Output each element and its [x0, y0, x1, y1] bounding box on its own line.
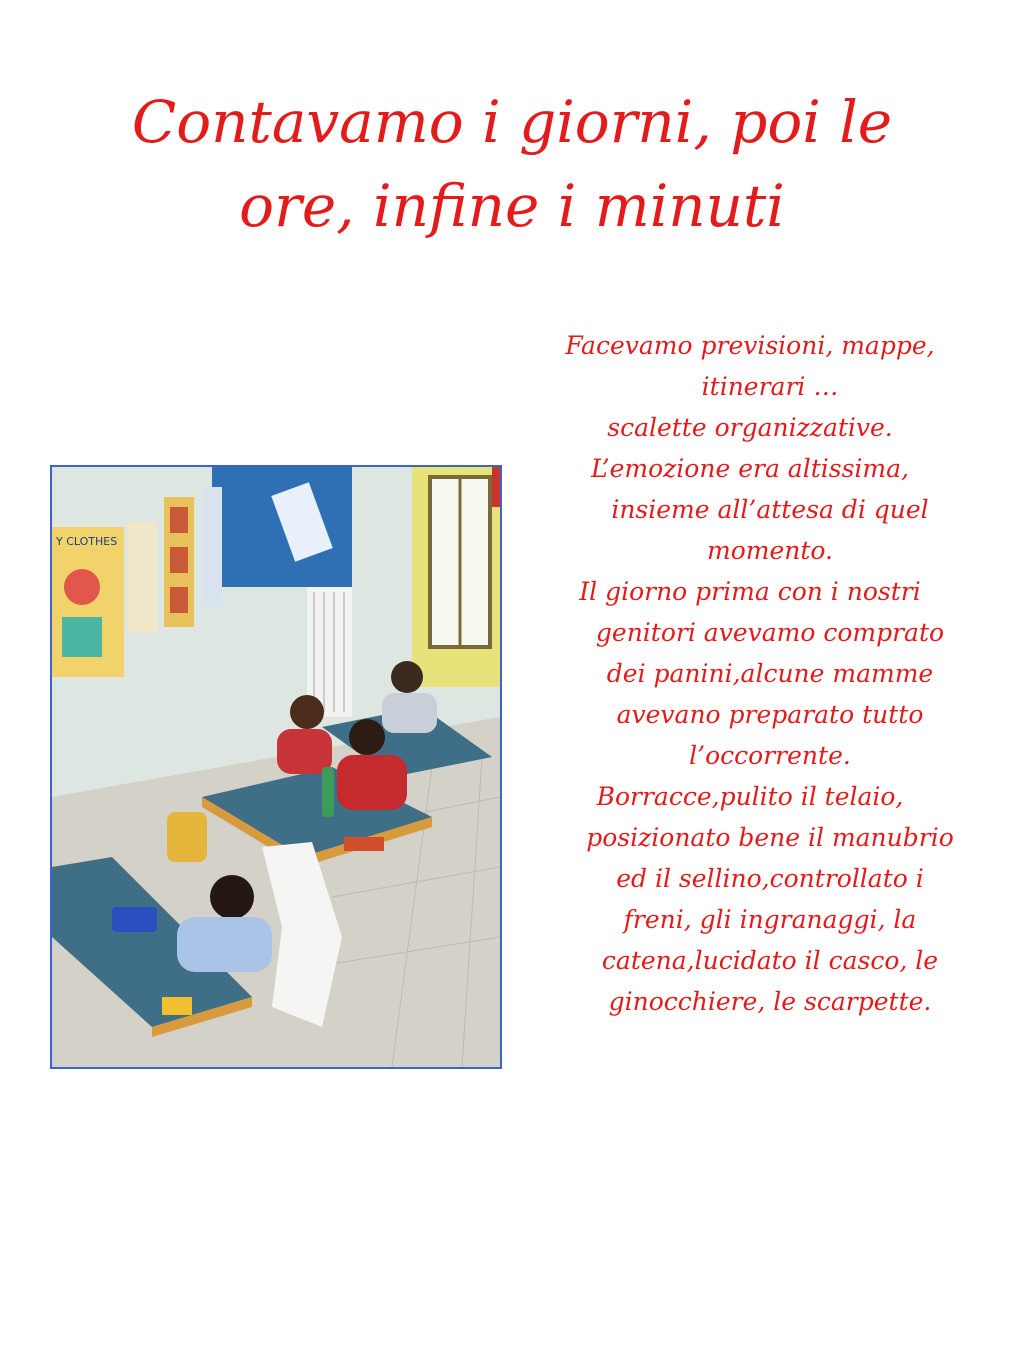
- child: [349, 719, 385, 755]
- classroom-photo: [50, 465, 502, 1069]
- paragraph-borracce: Borracce,pulito il telaio, posizionato bene il manubrio ed il sellino,controllato i freni, gli ingranaggi, la catena,lucidato il casco, le ginocchiere, le scarpette.: [586, 782, 954, 1016]
- page-title-line-1: Contavamo i giorni, poi le: [131, 88, 893, 156]
- page-title: [60, 80, 964, 248]
- paragraph-giorno-prima: Il giorno prima con i nostri genitori avevamo comprato dei panini,alcune mamme avevano preparato tutto l’occorrente.: [579, 577, 945, 770]
- child: [210, 875, 254, 919]
- classroom-photo-illustration: [52, 467, 500, 1067]
- poster-text: Y CLOTHES: [56, 535, 118, 548]
- paragraph-scalette: scalette organizzative.: [607, 413, 893, 442]
- paragraph-emozione: L’emozione era altissima, insieme all’attesa di quel momento.: [591, 454, 929, 565]
- paragraph-previsioni: Facevamo previsioni, mappe, itinerari …: [565, 331, 935, 401]
- bulletin-board: [212, 467, 352, 587]
- child: [290, 695, 324, 729]
- child: [391, 661, 423, 693]
- page-title-line-2: ore, infine i minuti: [239, 172, 785, 240]
- body-text: [540, 325, 960, 1022]
